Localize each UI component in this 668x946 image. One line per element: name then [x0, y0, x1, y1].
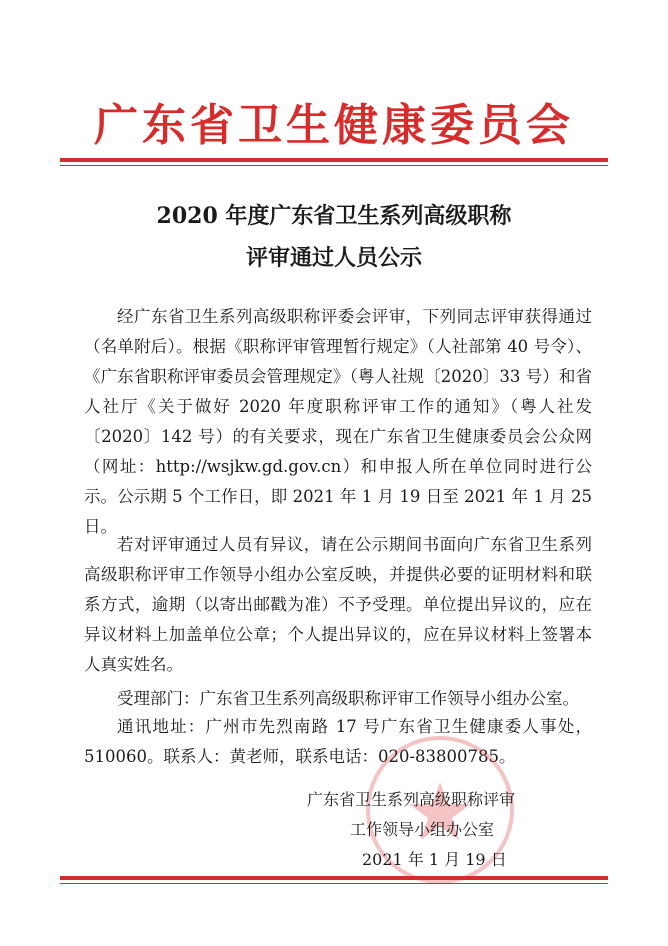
body-paragraph-3: 受理部门：广东省卫生系列高级职称评审工作领导小组办公室。 — [117, 689, 579, 708]
signature-date: 2021 年 1 月 19 日 — [362, 850, 507, 869]
footer-rule-thin — [60, 883, 608, 884]
letterhead-rule-thick — [60, 158, 608, 162]
footer-rule-thick — [60, 876, 608, 880]
body-paragraph-4: 通讯地址：广州市先烈南路 17 号广东省卫生健康委人事处，510060。联系人：黄老师，联系电话：020-83800785。 — [84, 717, 592, 766]
signature-org-line-1: 广东省卫生系列高级职称评审 — [307, 790, 516, 809]
notice-title-line-1: 2020 年度广东省卫生系列高级职称 — [156, 203, 512, 229]
letterhead-rule-thin — [60, 165, 608, 166]
letterhead-title: 广东省卫生健康委员会 — [94, 100, 574, 151]
notice-title-line-2: 评审通过人员公示 — [245, 245, 422, 271]
body-paragraph-1: 经广东省卫生系列高级职称评委会评审，下列同志评审获得通过（名单附后）。根据《职称评审管理暂行规定》（人社部第 40 号令）、《广东省职称评审委员会管理规定》（粤人社规〔2020〕33 号）和省人社厅《关于做好 2020 年度职称评审工作的通知》（粤人社发〔2020〕142 号）的有关要求，现在广东省卫生健康委员会公众网（网址：http://wsjkw.gd.gov.cn）和申报人所在单位同时进行公示。公示期 5 个工作日，即 2021 年 1 月 19 日至 2021 年 1 月 25 日。 — [84, 307, 592, 536]
signature-org-line-2: 工作领导小组办公室 — [350, 820, 495, 839]
body-paragraph-2: 若对评审通过人员有异议，请在公示期间书面向广东省卫生系列高级职称评审工作领导小组办公室反映，并提供必要的证明材料和联系方式，逾期（以寄出邮戳为准）不予受理。单位提出异议的，应在异议材料上加盖单位公章；个人提出异议的，应在异议材料上签署本人真实姓名。 — [84, 535, 592, 674]
